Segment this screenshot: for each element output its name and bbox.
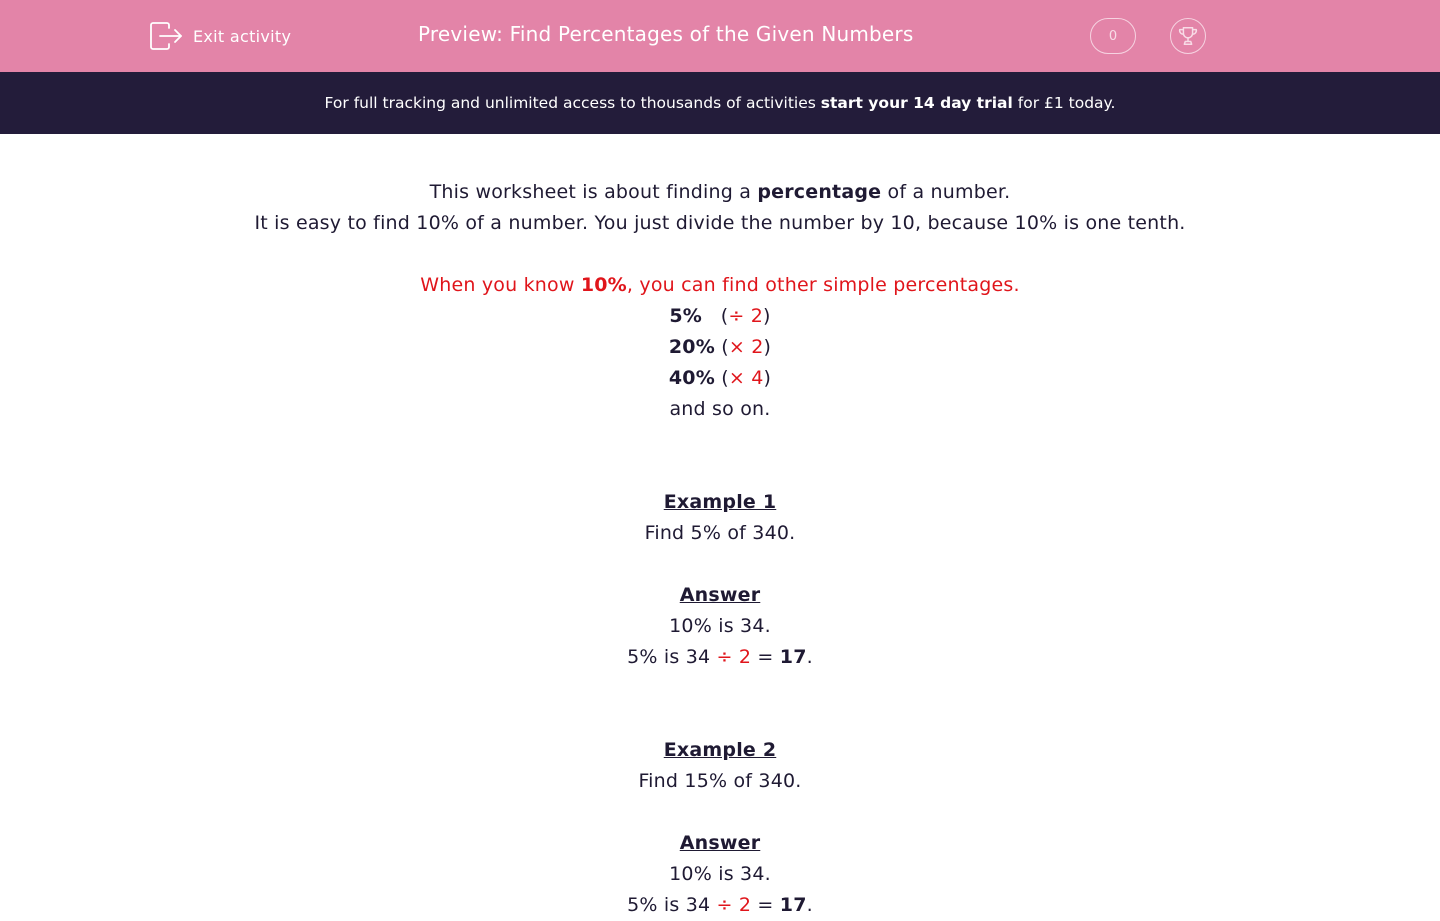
banner-text-end: for £1 today. bbox=[1012, 94, 1116, 112]
rule-row: 40% (× 4) bbox=[668, 367, 772, 389]
intro-keyword: percentage bbox=[757, 181, 882, 203]
example-2-question: Find 15% of 340. bbox=[638, 770, 802, 792]
intro-text: This worksheet is about finding a bbox=[429, 181, 758, 203]
tip-text: When you know bbox=[420, 274, 581, 296]
step-equals: = bbox=[751, 646, 780, 668]
example-1-step-2 bbox=[0, 642, 1440, 673]
step-result: 17 bbox=[779, 894, 807, 916]
example-1-step-1: 10% is 34. bbox=[669, 615, 771, 637]
rule-percent: 5% bbox=[669, 305, 703, 327]
intro-line-2: It is easy to find 10% of a number. You just divide the number by 10, because 10% is one tenth. bbox=[254, 212, 1186, 234]
tip-keyword: 10% bbox=[580, 274, 627, 296]
example-1-question: Find 5% of 340. bbox=[644, 522, 796, 544]
example-2-answer-heading: Answer bbox=[679, 832, 761, 854]
exit-activity-label: Exit activity bbox=[193, 26, 292, 46]
trophy-button[interactable] bbox=[1170, 18, 1206, 54]
trial-banner bbox=[0, 72, 1440, 134]
exit-icon bbox=[149, 21, 183, 51]
step-operation: ÷ 2 bbox=[716, 646, 752, 668]
banner-text: For full tracking and unlimited access to thousands of activities bbox=[324, 94, 821, 112]
step-result: 17 bbox=[779, 646, 807, 668]
example-2-step-2 bbox=[0, 890, 1440, 921]
example-1-heading: Example 1 bbox=[663, 491, 777, 513]
step-text: 5% is 34 bbox=[627, 894, 717, 916]
rule-row: 20% (× 2) bbox=[668, 336, 772, 358]
rule-percent: 40% bbox=[668, 367, 715, 389]
rule-operation: × 4 bbox=[728, 367, 764, 389]
worksheet-content bbox=[0, 177, 1440, 921]
rule-row: 5% (÷ 2) bbox=[669, 305, 771, 327]
intro-line-1 bbox=[0, 177, 1440, 208]
top-bar bbox=[0, 0, 1440, 72]
example-2-step-1: 10% is 34. bbox=[669, 863, 771, 885]
trial-link[interactable]: start your 14 day trial bbox=[820, 94, 1013, 112]
rule-operation: ÷ 2 bbox=[728, 305, 764, 327]
score-badge: 0 bbox=[1090, 18, 1136, 54]
tip-text-end: , you can find other simple percentages. bbox=[626, 274, 1020, 296]
step-end: . bbox=[806, 646, 813, 668]
exit-activity-button[interactable] bbox=[149, 21, 291, 51]
page-title: Preview: Find Percentages of the Given Numbers bbox=[418, 22, 914, 46]
example-1-answer-heading: Answer bbox=[679, 584, 761, 606]
intro-text-end: of a number. bbox=[881, 181, 1011, 203]
tip-line bbox=[0, 270, 1440, 301]
step-operation: ÷ 2 bbox=[716, 894, 752, 916]
step-end: . bbox=[806, 894, 813, 916]
step-text: 5% is 34 bbox=[627, 646, 717, 668]
example-2-heading: Example 2 bbox=[663, 739, 777, 761]
and-so-on: and so on. bbox=[669, 398, 771, 420]
rule-operation: × 2 bbox=[728, 336, 764, 358]
rule-percent: 20% bbox=[668, 336, 715, 358]
trophy-icon bbox=[1177, 25, 1199, 47]
step-equals: = bbox=[751, 894, 780, 916]
